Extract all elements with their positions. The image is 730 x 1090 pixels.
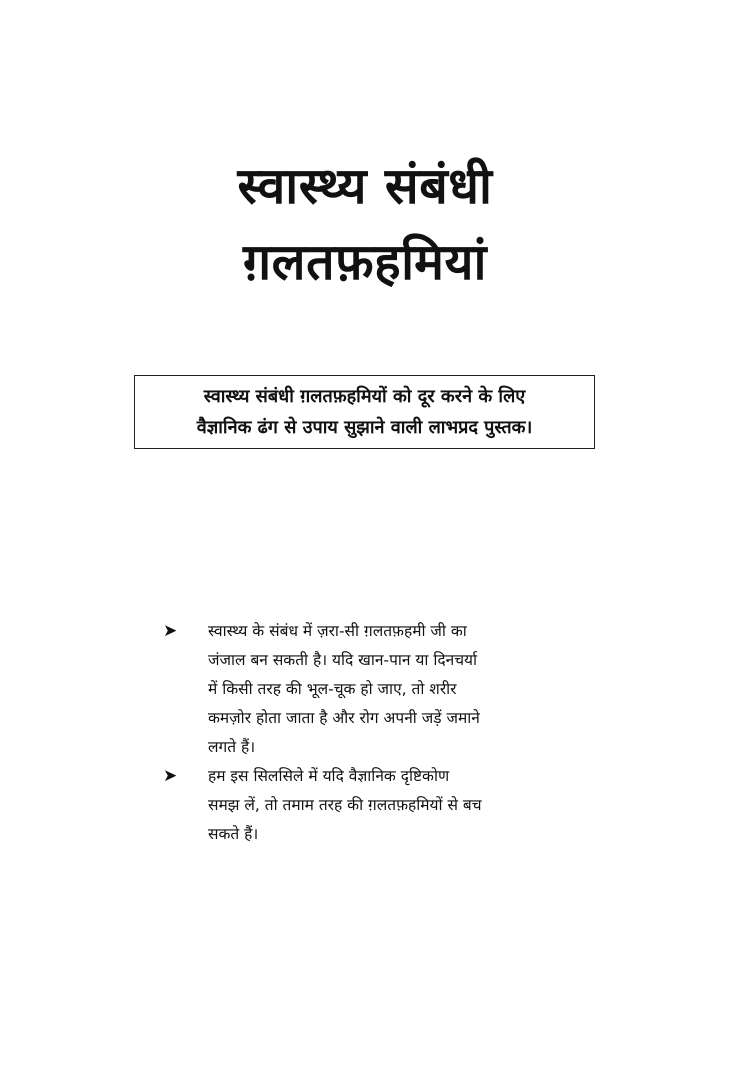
bullet-2-line-1: हम इस सिलसिले में यदि वैज्ञानिक दृष्टिकोण	[208, 767, 450, 785]
book-title	[0, 148, 730, 300]
bullet-text-2	[208, 762, 558, 849]
arrow-bullet-icon: ➤	[163, 766, 178, 786]
bullet-list	[163, 617, 558, 849]
bullet-2-line-2: समझ लें, तो तमाम तरह की ग़लतफ़हमियों से बच	[208, 796, 482, 814]
bullet-item-1	[163, 617, 558, 762]
tagline-box	[134, 375, 595, 449]
bullet-1-line-4: कमज़ोर होता जाता है और रोग अपनी जड़ें जमाने	[208, 709, 480, 727]
bullet-1-line-3: में किसी तरह की भूल-चूक हो जाए, तो शरीर	[208, 680, 457, 698]
arrow-bullet-icon: ➤	[163, 621, 178, 641]
bullet-2-line-3: सकते हैं।	[208, 825, 259, 843]
tagline-line-1: स्वास्थ्य संबंधी ग़लतफ़हमियों को दूर करने के लिए	[203, 386, 526, 407]
bullet-text-1	[208, 617, 558, 762]
book-title-line-1: स्वास्थ्य संबंधी	[237, 157, 493, 215]
bullet-1-line-5: लगते हैं।	[208, 738, 256, 756]
tagline-line-2: वैज्ञानिक ढंग से उपाय सुझाने वाली लाभप्रद पुस्तक।	[196, 417, 533, 438]
bullet-item-2	[163, 762, 558, 849]
book-title-line-2: ग़लतफ़हमियां	[243, 233, 487, 291]
bullet-1-line-1: स्वास्थ्य के संबंध में ज़रा-सी ग़लतफ़हमी जी का	[208, 622, 467, 640]
bullet-1-line-2: जंजाल बन सकती है। यदि खान-पान या दिनचर्या	[208, 651, 478, 669]
